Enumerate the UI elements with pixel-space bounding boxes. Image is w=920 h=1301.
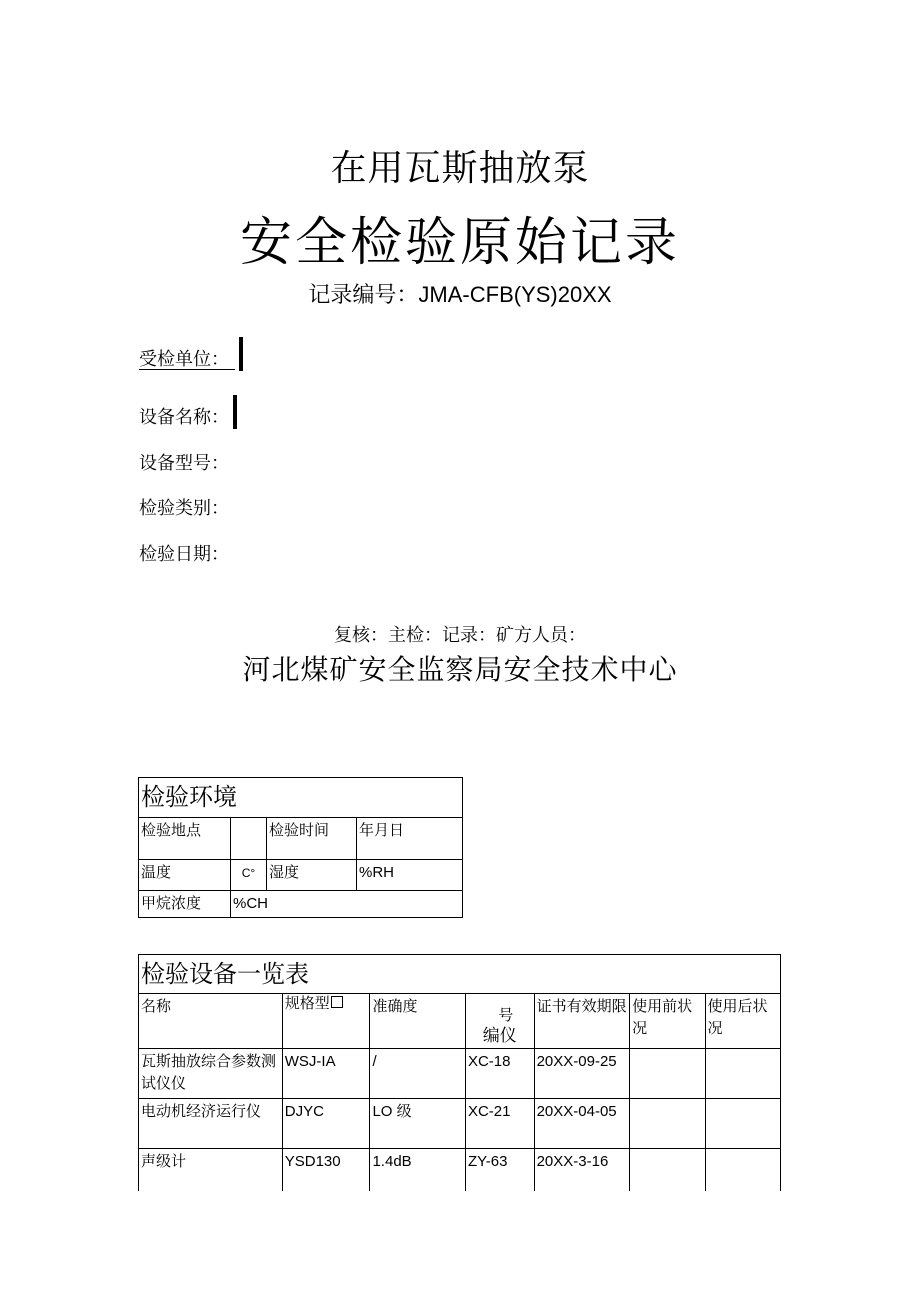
row-before <box>630 1099 705 1149</box>
row-name: 瓦斯抽放综合参数测试仪仪 <box>139 1049 283 1099</box>
row-spec: WSJ-IA <box>282 1049 370 1099</box>
row-after <box>705 1049 780 1099</box>
table-row <box>139 1149 781 1191</box>
field-inspected-unit <box>139 337 243 371</box>
header-instrument-no <box>465 994 534 1049</box>
row-after <box>705 1149 780 1191</box>
header-spec: 规格型 <box>282 994 370 1049</box>
humidity-unit: %RH <box>357 860 463 891</box>
header-no-top: 号 <box>498 1007 514 1024</box>
row-no: XC-18 <box>465 1049 534 1099</box>
row-spec: YSD130 <box>282 1149 370 1191</box>
header-name: 名称 <box>139 994 283 1049</box>
field-equipment-model: 设备型号： <box>139 453 229 473</box>
place-value <box>231 818 267 860</box>
place-label: 检验地点 <box>139 818 231 860</box>
time-label: 检验时间 <box>267 818 357 860</box>
row-cert: 20XX-3-16 <box>534 1149 630 1191</box>
field-inspection-date: 检验日期： <box>139 544 229 564</box>
signature-line: 复核：主检：记录：矿方人员： <box>334 625 586 645</box>
methane-label: 甲烷浓度 <box>139 891 231 918</box>
text-cursor-icon <box>239 337 243 371</box>
title-line-2: 安全检验原始记录 <box>239 214 680 272</box>
header-cert: 证书有效期限 <box>534 994 630 1049</box>
header-before: 使用前状况 <box>630 994 705 1049</box>
row-name: 声级计 <box>139 1149 283 1191</box>
field-inspected-unit-label: 受检单位： <box>139 349 235 370</box>
header-accuracy: 准确度 <box>370 994 465 1049</box>
row-accuracy: 1.4dB <box>370 1149 465 1191</box>
row-accuracy: LO 级 <box>370 1099 465 1149</box>
row-no: ZY-63 <box>465 1149 534 1191</box>
header-after: 使用后状况 <box>705 994 780 1049</box>
equipment-table <box>138 954 781 1191</box>
row-name: 电动机经济运行仪 <box>139 1099 283 1149</box>
checkbox-glyph-icon <box>331 996 343 1008</box>
text-cursor-icon <box>233 395 237 429</box>
row-cert: 20XX-04-05 <box>534 1099 630 1149</box>
header-no-bottom: 编仪 <box>482 1026 517 1045</box>
row-no: XC-21 <box>465 1099 534 1149</box>
environment-table <box>138 777 463 918</box>
row-before <box>630 1149 705 1191</box>
field-equipment-name-label: 设备名称： <box>139 407 229 427</box>
field-inspection-category: 检验类别： <box>139 498 229 518</box>
row-accuracy: / <box>370 1049 465 1099</box>
equipment-table-caption: 检验设备一览表 <box>139 955 781 994</box>
time-value: 年月日 <box>357 818 463 860</box>
title-line-1: 在用瓦斯抽放泵 <box>330 147 590 188</box>
row-before <box>630 1049 705 1099</box>
table-row <box>139 1049 781 1099</box>
methane-unit: %CH <box>231 891 463 918</box>
record-number: 记录编号：JMA-CFB(YS)20XX <box>308 282 612 307</box>
temperature-unit: C° <box>231 860 267 891</box>
row-cert: 20XX-09-25 <box>534 1049 630 1099</box>
organization-name: 河北煤矿安全监察局安全技术中心 <box>242 653 678 686</box>
field-equipment-name <box>139 395 237 429</box>
table-row <box>139 1099 781 1149</box>
humidity-label: 湿度 <box>267 860 357 891</box>
row-spec: DJYC <box>282 1099 370 1149</box>
row-after <box>705 1099 780 1149</box>
environment-table-caption: 检验环境 <box>139 778 463 818</box>
temperature-label: 温度 <box>139 860 231 891</box>
